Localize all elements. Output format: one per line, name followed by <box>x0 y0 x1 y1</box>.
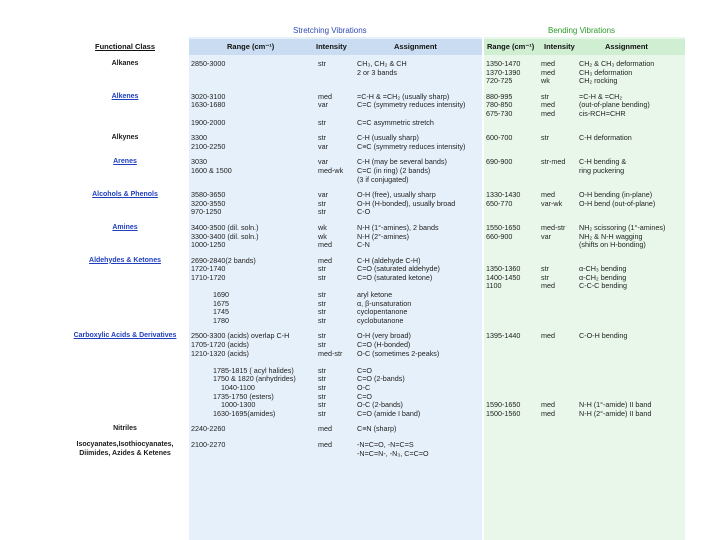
assignment-cell <box>355 130 484 154</box>
cell-line: 2690-2840(2 bands) <box>191 255 256 265</box>
cell-line: str <box>318 340 326 350</box>
cell-line: 600-700 <box>486 133 513 143</box>
cell-line: 1350-1360 <box>486 264 521 274</box>
bending-range-cell <box>484 56 539 89</box>
cell-line: 3300-3400 (dil. soln.) <box>191 231 259 241</box>
cell-line: O-C (2-bands) <box>357 400 403 410</box>
table-row <box>60 130 685 154</box>
bending-range-cell <box>484 437 539 461</box>
bending-intensity-cell <box>539 154 577 187</box>
cell-line: str <box>318 133 326 143</box>
cell-line: 1785-1815 ( acyl halides) <box>213 365 294 375</box>
table-row <box>60 437 685 461</box>
cell-line: 1350-1470 <box>486 59 521 68</box>
table-row <box>60 187 685 220</box>
cell-line <box>541 367 576 376</box>
intensity-cell <box>316 253 355 329</box>
table-row <box>60 328 685 421</box>
cell-line: 1630-1695(amides) <box>213 408 276 418</box>
cell-line: C-O <box>357 207 371 217</box>
range-cell <box>189 89 316 130</box>
cell-line <box>579 384 684 393</box>
cell-line: 1630-1680 <box>191 100 226 110</box>
bending-assignment-cell <box>577 328 685 421</box>
table-row <box>60 220 685 253</box>
cell-line: cyclobutanone <box>357 315 404 325</box>
cell-line: O-H (free), usually sharp <box>357 190 436 200</box>
intensity-cell <box>316 187 355 220</box>
cell-line: 1000-1300 <box>221 400 256 410</box>
cell-line: 3030 <box>191 157 207 167</box>
cell-line: CH₃ deformation <box>579 67 633 77</box>
cell-line: CH₂ & CH₃ deformation <box>579 59 655 68</box>
cell-line: 1400-1450 <box>486 272 521 282</box>
table-row <box>60 56 685 89</box>
cell-line: O-H bending (in-plane) <box>579 190 653 200</box>
bending-range-cell <box>484 253 539 329</box>
cell-line: 1000-1250 <box>191 240 226 250</box>
cell-line: C=C asymmetric stretch <box>357 117 434 127</box>
cell-line: 1550-1650 <box>486 222 521 232</box>
cell-line <box>486 341 538 350</box>
assignment-cell <box>355 328 484 421</box>
cell-line: 1675 <box>213 298 229 308</box>
cell-line: C-N <box>357 240 370 250</box>
cell-line: med-str <box>541 222 566 232</box>
cell-line: 780-850 <box>486 100 513 110</box>
cell-line: (shifts on H-bonding) <box>579 240 646 250</box>
cell-line: med <box>318 424 332 434</box>
intensity-cell <box>316 437 355 461</box>
cell-line: 1720-1740 <box>191 264 226 274</box>
cell-line <box>541 341 576 350</box>
cell-line: 3580-3650 <box>191 190 226 200</box>
cell-line <box>541 375 576 384</box>
cell-line: 2850-3000 <box>191 59 226 68</box>
cell-line <box>486 375 538 384</box>
bending-intensity-cell <box>539 220 577 253</box>
cell-line <box>486 384 538 393</box>
cell-line: 1600 & 1500 <box>191 165 232 175</box>
cell-line: med <box>541 108 555 118</box>
cell-line: str <box>318 59 326 68</box>
range-cell <box>189 253 316 329</box>
cell-line <box>579 358 684 367</box>
cell-line: ring puckering <box>579 165 625 175</box>
cell-line: 880-995 <box>486 91 513 101</box>
cell-line: str <box>318 307 326 317</box>
cell-line: str <box>318 117 326 127</box>
cell-line: 1750 & 1820 (anhydrides) <box>213 374 296 384</box>
cell-line: var <box>318 157 328 167</box>
functional-class-cell[interactable]: Alkenes <box>111 92 139 100</box>
cell-line: NH₂ scissoring (1°-amines) <box>579 222 666 232</box>
cell-line: med <box>318 255 332 265</box>
cell-line: 660-900 <box>486 231 513 241</box>
assignment-cell <box>355 89 484 130</box>
cell-line: 1500-1560 <box>486 408 521 418</box>
cell-line: cyclopentanone <box>357 307 408 317</box>
range-cell <box>189 421 316 437</box>
cell-line: CH₂ rocking <box>579 76 618 86</box>
assignment-cell <box>355 253 484 329</box>
cell-line: 675-730 <box>486 108 513 118</box>
cell-line: 1710-1720 <box>191 272 226 282</box>
cell-line: N-H (1°-amide) II band <box>579 400 652 410</box>
assignment-cell <box>355 154 484 187</box>
cell-line: N-H (1°-amines), 2 bands <box>357 222 439 232</box>
cell-line <box>486 367 538 376</box>
cell-line: O-C <box>357 383 371 392</box>
cell-line: C=C (symmetry reduces intensity) <box>357 100 466 110</box>
table-body <box>60 56 685 461</box>
cell-line: str <box>318 272 326 282</box>
bending-assignment-cell <box>577 253 685 329</box>
cell-line: med <box>541 408 555 418</box>
cell-line: C=O (saturated ketone) <box>357 272 433 282</box>
cell-line: wk <box>318 231 327 241</box>
range-cell <box>189 56 316 89</box>
bending-intensity-cell <box>539 130 577 154</box>
cell-line: str <box>318 331 326 341</box>
intensity-cell <box>316 154 355 187</box>
cell-line: str-med <box>541 157 566 167</box>
cell-line: 2240-2260 <box>191 424 226 434</box>
cell-line: C-H deformation <box>579 133 632 143</box>
intensity-cell <box>316 130 355 154</box>
cell-line: med <box>541 100 555 110</box>
functional-class-cell: Isocyanates,Isothiocyanates, Diimides, Azides & Ketenes <box>76 440 174 457</box>
bending-intensity-cell <box>539 253 577 329</box>
table-row <box>60 154 685 187</box>
cell-line: C≡N (sharp) <box>357 424 397 434</box>
cell-line: C=C (in ring) (2 bands) <box>357 165 431 175</box>
cell-line: -N=C=N-, -N₃, C=C=O <box>357 448 429 458</box>
cell-line: C-H (aldehyde C-H) <box>357 255 421 265</box>
cell-line: NH₂ & N-H wagging <box>579 231 643 241</box>
bending-range-cell <box>484 154 539 187</box>
cell-line: 1395-1440 <box>486 331 521 341</box>
assignment-cell <box>355 220 484 253</box>
bending-intensity-cell <box>539 187 577 220</box>
cell-line: med <box>318 439 332 449</box>
bending-vibrations-title: Bending Vibrations <box>548 26 616 35</box>
cell-line: 1370-1390 <box>486 67 521 77</box>
header-assignment: Assignment <box>394 42 437 51</box>
cell-line: str <box>318 315 326 325</box>
cell-line: 650-770 <box>486 198 513 208</box>
cell-line: (out-of-plane bending) <box>579 100 650 110</box>
assignment-cell <box>355 421 484 437</box>
functional-class-cell: Alkynes <box>111 134 139 142</box>
cell-line: 690-900 <box>486 157 513 167</box>
cell-line: C-H bending & <box>579 157 627 167</box>
cell-line <box>541 358 576 367</box>
cell-line: var <box>318 190 328 200</box>
cell-line: α, β-unsaturation <box>357 298 412 308</box>
cell-line: 3020-3100 <box>191 91 226 101</box>
cell-line <box>579 341 684 350</box>
bending-intensity-cell <box>539 421 577 437</box>
bending-assignment-cell <box>577 437 685 461</box>
cell-line: 970-1250 <box>191 207 222 217</box>
cell-line: cis-RCH=CHR <box>579 108 626 118</box>
bending-intensity-cell <box>539 437 577 461</box>
cell-line: 720-725 <box>486 76 513 86</box>
stretching-vibrations-title: Stretching Vibrations <box>293 26 367 35</box>
bending-assignment-cell <box>577 130 685 154</box>
bending-range-cell <box>484 187 539 220</box>
cell-line: (3 if conjugated) <box>357 174 409 184</box>
cell-line: 3200-3550 <box>191 198 226 208</box>
cell-line: 1040-1100 <box>221 383 255 392</box>
functional-class-cell[interactable]: Arenes <box>113 158 137 166</box>
cell-line: C-H (usually sharp) <box>357 133 419 143</box>
cell-line: CH₃, CH₂ & CH <box>357 59 407 68</box>
cell-line: str <box>541 272 549 282</box>
bending-range-cell <box>484 421 539 437</box>
cell-line: 2100-2270 <box>191 439 226 449</box>
cell-line: str <box>318 408 326 418</box>
cell-line: 1210-1320 (acids) <box>191 348 249 358</box>
range-cell <box>189 220 316 253</box>
cell-line: 1590-1650 <box>486 400 521 410</box>
cell-line: O-H (H-bonded), usually broad <box>357 198 456 208</box>
cell-line: C=O (amide I band) <box>357 408 421 418</box>
bending-range-cell <box>484 328 539 421</box>
cell-line: -N=C=O, -N=C=S <box>357 439 414 449</box>
cell-line: med <box>541 331 555 341</box>
header-bending-intensity: Intensity <box>544 42 575 51</box>
cell-line: var <box>318 100 328 110</box>
cell-line: =C-H & =CH₂ <box>579 91 623 101</box>
cell-line: =C-H & =CH₂ (usually sharp) <box>357 91 450 101</box>
range-cell <box>189 154 316 187</box>
cell-line <box>191 282 315 291</box>
cell-line: aryl ketone <box>357 290 393 300</box>
cell-line: 3400-3500 (dil. soln.) <box>191 222 259 232</box>
cell-line: C≡C (symmetry reduces intensity) <box>357 141 466 151</box>
cell-line: α-CH₂ bending <box>579 272 627 282</box>
cell-line: C-H (may be several bands) <box>357 157 447 167</box>
bending-assignment-cell <box>577 89 685 130</box>
header-bending-assignment: Assignment <box>605 42 648 51</box>
cell-line: med <box>318 240 332 250</box>
bending-range-cell <box>484 220 539 253</box>
bending-assignment-cell <box>577 220 685 253</box>
assignment-cell <box>355 187 484 220</box>
ir-absorption-table <box>60 56 685 461</box>
assignment-cell <box>355 437 484 461</box>
range-cell <box>189 130 316 154</box>
bending-assignment-cell <box>577 56 685 89</box>
bending-intensity-cell <box>539 89 577 130</box>
cell-line: N-H (2°-amines) <box>357 231 409 241</box>
cell-line: med <box>541 59 555 68</box>
cell-line: 1780 <box>213 315 229 325</box>
intensity-cell <box>316 220 355 253</box>
functional-class-cell: Nitriles <box>113 425 137 433</box>
cell-line: med <box>541 281 555 291</box>
functional-class-cell[interactable]: Carboxylic Acids & Derivatives <box>73 332 177 340</box>
range-cell <box>189 187 316 220</box>
bending-assignment-cell <box>577 154 685 187</box>
intensity-cell <box>316 56 355 89</box>
cell-line: 1690 <box>213 290 229 300</box>
cell-line: α-CH₃ bending <box>579 264 627 274</box>
cell-line: str <box>318 383 326 392</box>
cell-line: C=O <box>357 391 372 401</box>
cell-line: 3300 <box>191 133 207 143</box>
functional-class-cell[interactable]: Alcohols & Phenols <box>92 191 158 199</box>
cell-line: str <box>318 264 326 274</box>
cell-line: 2100-2250 <box>191 141 226 151</box>
header-functional-class: Functional Class <box>95 42 156 51</box>
intensity-cell <box>316 89 355 130</box>
cell-line: med <box>318 91 332 101</box>
cell-line: str <box>541 133 549 143</box>
bending-assignment-cell <box>577 421 685 437</box>
cell-line: str <box>318 207 326 217</box>
functional-class-cell: Alkanes <box>111 60 139 67</box>
cell-line <box>579 350 684 359</box>
cell-line <box>357 358 483 367</box>
cell-line: var <box>541 231 551 241</box>
bending-assignment-cell <box>577 187 685 220</box>
cell-line: 2 or 3 bands <box>357 67 397 77</box>
cell-line <box>486 350 538 359</box>
cell-line: str <box>541 91 549 101</box>
cell-line <box>579 375 684 384</box>
range-cell <box>189 437 316 461</box>
cell-line <box>541 384 576 393</box>
bending-range-cell <box>484 89 539 130</box>
header-range: Range (cm⁻¹) <box>227 42 275 51</box>
cell-line: C=O (saturated aldehyde) <box>357 264 440 274</box>
cell-line: med-str <box>318 348 343 358</box>
cell-line <box>486 358 538 367</box>
cell-line: str <box>318 365 326 375</box>
cell-line: 2500-3300 (acids) overlap C-H <box>191 331 290 341</box>
cell-line: 1735-1750 (esters) <box>213 391 274 401</box>
cell-line: 1705-1720 (acids) <box>191 340 249 350</box>
cell-line: str <box>541 264 549 274</box>
cell-line: str <box>318 391 326 401</box>
cell-line: 1100 <box>486 281 502 291</box>
cell-line: med <box>541 400 555 410</box>
functional-class-cell[interactable]: Amines <box>112 223 138 231</box>
range-cell <box>189 328 316 421</box>
assignment-cell <box>355 56 484 89</box>
cell-line: med <box>541 67 555 77</box>
cell-line: 1745 <box>213 307 229 317</box>
cell-line: str <box>318 400 326 410</box>
intensity-cell <box>316 328 355 421</box>
bending-range-cell <box>484 130 539 154</box>
table-row <box>60 253 685 329</box>
functional-class-cell[interactable]: Aldehydes & Ketones <box>89 256 161 264</box>
cell-line: str <box>318 290 326 300</box>
table-row <box>60 89 685 130</box>
cell-line: str <box>318 374 326 384</box>
intensity-cell <box>316 421 355 437</box>
cell-line: O-H bend (out-of-plane) <box>579 198 656 208</box>
cell-line: O-H (very broad) <box>357 331 411 341</box>
cell-line: 1330-1430 <box>486 190 521 200</box>
cell-line: C-C-C bending <box>579 281 627 291</box>
cell-line: med-wk <box>318 165 344 175</box>
cell-line: N-H (2°-amide) II band <box>579 408 652 418</box>
cell-line: wk <box>318 222 327 232</box>
cell-line: C=O <box>357 365 372 375</box>
cell-line <box>541 350 576 359</box>
bending-intensity-cell <box>539 328 577 421</box>
cell-line: O-C (sometimes 2-peaks) <box>357 348 440 358</box>
cell-line: str <box>318 198 326 208</box>
cell-line: wk <box>541 76 550 86</box>
cell-line: var-wk <box>541 198 563 208</box>
cell-line: C=O (2-bands) <box>357 374 405 384</box>
cell-line: C-O-H bending <box>579 331 628 341</box>
cell-line: str <box>318 298 326 308</box>
header-intensity: Intensity <box>316 42 347 51</box>
cell-line: C=O (H-bonded) <box>357 340 411 350</box>
table-row <box>60 421 685 437</box>
cell-line: med <box>541 190 555 200</box>
header-bending-range: Range (cm⁻¹) <box>487 42 535 51</box>
cell-line: var <box>318 141 328 151</box>
cell-line: 1900-2000 <box>191 117 226 127</box>
bending-intensity-cell <box>539 56 577 89</box>
cell-line <box>579 367 684 376</box>
